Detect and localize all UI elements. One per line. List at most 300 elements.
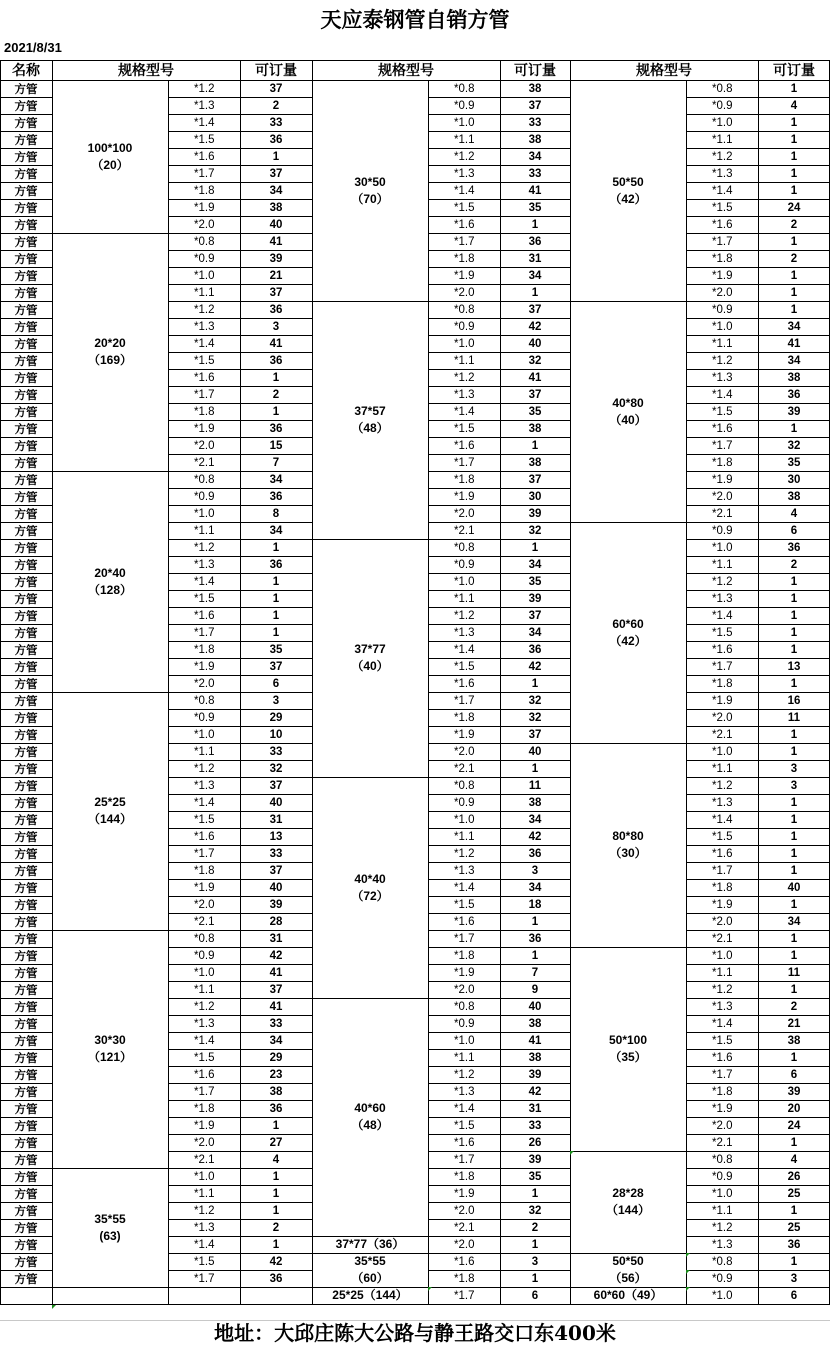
thickness-cell: *1.9 xyxy=(454,1187,475,1200)
quantity-cell: 1 xyxy=(272,405,280,418)
thickness-cell: *1.8 xyxy=(454,949,475,962)
spec-group xyxy=(312,998,428,1236)
grid-line-horizontal xyxy=(0,811,52,812)
quantity-cell: 29 xyxy=(269,711,283,724)
product-name-cell: 方管 xyxy=(14,319,38,334)
quantity-cell: 36 xyxy=(269,422,283,435)
product-name-cell: 方管 xyxy=(14,1135,38,1150)
quantity-cell: 32 xyxy=(528,1204,542,1217)
thickness-cell: *1.4 xyxy=(454,184,475,197)
spec-total: （72） xyxy=(351,888,389,903)
grid-line-vertical xyxy=(168,80,169,1304)
spec-total: （48） xyxy=(351,1118,389,1132)
quantity-cell: 41 xyxy=(528,184,542,197)
spec-group xyxy=(570,1287,686,1304)
quantity-cell: 37 xyxy=(528,303,542,316)
quantity-cell: 31 xyxy=(269,813,283,826)
thickness-cell: *2.1 xyxy=(712,1136,733,1149)
thickness-cell: *1.0 xyxy=(712,116,733,129)
thickness-cell: *2.1 xyxy=(454,1221,475,1234)
quantity-cell: 1 xyxy=(790,728,798,741)
thickness-cell: *1.1 xyxy=(454,830,475,843)
grid-line-horizontal xyxy=(0,60,830,61)
quantity-cell: 39 xyxy=(528,1153,542,1166)
thickness-cell: *1.3 xyxy=(194,1221,215,1234)
thickness-cell: *1.1 xyxy=(712,1204,733,1217)
quantity-cell: 1 xyxy=(790,422,798,435)
thickness-cell: *1.8 xyxy=(712,252,733,265)
product-name-cell: 方管 xyxy=(14,1203,38,1218)
product-name-cell: 方管 xyxy=(14,1271,38,1286)
thickness-cell: *1.6 xyxy=(454,439,475,452)
quantity-cell: 1 xyxy=(790,1255,798,1268)
thickness-cell: *0.9 xyxy=(712,524,733,537)
comment-marker-icon xyxy=(52,1305,56,1309)
spec-total: （35） xyxy=(609,1050,647,1064)
thickness-cell: *1.7 xyxy=(194,847,215,860)
quantity-cell: 1 xyxy=(790,813,798,826)
thickness-cell: *1.6 xyxy=(194,150,215,163)
product-name-cell: 方管 xyxy=(14,251,38,266)
quantity-cell: 1 xyxy=(272,371,280,384)
thickness-cell: *2.0 xyxy=(194,218,215,231)
product-name-cell: 方管 xyxy=(14,370,38,385)
grid-line-horizontal xyxy=(0,777,52,778)
quantity-cell: 36 xyxy=(787,388,801,401)
quantity-cell: 23 xyxy=(269,1068,283,1081)
thickness-cell: *1.7 xyxy=(712,864,733,877)
thickness-cell: *1.7 xyxy=(194,1272,215,1285)
spec-group xyxy=(570,301,686,522)
thickness-cell: *1.6 xyxy=(454,218,475,231)
thickness-cell: *1.0 xyxy=(712,1187,733,1200)
quantity-cell: 1 xyxy=(790,677,798,690)
spec-group xyxy=(312,301,428,539)
spec-total: （40） xyxy=(351,659,389,673)
product-name-cell: 方管 xyxy=(14,761,38,776)
grid-line-vertical xyxy=(52,60,53,1304)
quantity-cell: 40 xyxy=(269,881,283,894)
thickness-cell: *1.2 xyxy=(454,847,475,860)
header-spec-col3: 规格型号 xyxy=(636,63,692,79)
quantity-cell: 6 xyxy=(531,1289,539,1302)
quantity-cell: 1 xyxy=(790,626,798,639)
quantity-cell: 35 xyxy=(787,456,801,469)
product-name-cell: 方管 xyxy=(14,557,38,572)
grid-line-horizontal xyxy=(0,930,52,931)
quantity-cell: 1 xyxy=(790,575,798,588)
spec-total: （48） xyxy=(351,421,389,435)
spec-size: 60*60（49） xyxy=(593,1288,663,1302)
thickness-cell: *1.2 xyxy=(454,150,475,163)
grid-line-horizontal xyxy=(0,658,52,659)
grid-line-horizontal xyxy=(52,1287,168,1288)
product-name-cell: 方管 xyxy=(14,795,38,810)
product-name-cell: 方管 xyxy=(14,149,38,164)
quantity-cell: 28 xyxy=(269,915,283,928)
thickness-cell: *1.6 xyxy=(454,677,475,690)
thickness-cell: *2.0 xyxy=(194,439,215,452)
grid-line-horizontal xyxy=(0,284,52,285)
quantity-cell: 40 xyxy=(269,796,283,809)
quantity-cell: 32 xyxy=(269,762,283,775)
grid-line-vertical xyxy=(686,80,687,1304)
quantity-cell: 42 xyxy=(269,949,283,962)
product-name-cell: 方管 xyxy=(14,217,38,232)
thickness-cell: *1.0 xyxy=(194,269,215,282)
thickness-cell: *1.5 xyxy=(712,626,733,639)
spec-group xyxy=(312,1253,428,1287)
quantity-cell: 1 xyxy=(790,898,798,911)
thickness-cell: *1.8 xyxy=(454,711,475,724)
comment-marker-icon xyxy=(686,1270,690,1274)
quantity-cell: 41 xyxy=(528,1034,542,1047)
thickness-cell: *2.0 xyxy=(194,898,215,911)
thickness-cell: *1.2 xyxy=(712,1221,733,1234)
quantity-cell: 41 xyxy=(787,337,801,350)
thickness-cell: *1.9 xyxy=(194,422,215,435)
thickness-cell: *1.7 xyxy=(454,1153,475,1166)
quantity-cell: 32 xyxy=(528,354,542,367)
quantity-cell: 1 xyxy=(790,949,798,962)
product-name-cell: 方管 xyxy=(14,693,38,708)
quantity-cell: 7 xyxy=(272,456,280,469)
spec-total: （40） xyxy=(609,412,647,427)
quantity-cell: 34 xyxy=(269,184,283,197)
quantity-cell: 25 xyxy=(787,1221,801,1234)
quantity-cell: 35 xyxy=(269,643,283,656)
quantity-cell: 39 xyxy=(269,898,283,911)
thickness-cell: *1.4 xyxy=(194,575,215,588)
thickness-cell: *1.7 xyxy=(454,932,475,945)
quantity-cell: 35 xyxy=(528,201,542,214)
product-name-cell: 方管 xyxy=(14,455,38,470)
thickness-cell: *1.4 xyxy=(712,813,733,826)
thickness-cell: *1.7 xyxy=(712,660,733,673)
thickness-cell: *2.1 xyxy=(194,456,215,469)
grid-line-horizontal xyxy=(0,182,52,183)
grid-line-horizontal xyxy=(0,1287,52,1288)
thickness-cell: *1.5 xyxy=(712,830,733,843)
grid-line-horizontal xyxy=(0,862,52,863)
thickness-cell: *1.1 xyxy=(194,1187,215,1200)
product-name-cell: 方管 xyxy=(14,302,38,317)
thickness-cell: *1.3 xyxy=(712,1238,733,1251)
quantity-cell: 2 xyxy=(531,1221,539,1234)
quantity-cell: 3 xyxy=(790,762,798,775)
grid-line-horizontal xyxy=(0,1032,52,1033)
thickness-cell: *1.8 xyxy=(194,1102,215,1115)
thickness-cell: *1.1 xyxy=(712,762,733,775)
quantity-cell: 16 xyxy=(787,694,801,707)
thickness-cell: *2.0 xyxy=(194,677,215,690)
product-name-cell: 方管 xyxy=(14,268,38,283)
product-name-cell: 方管 xyxy=(14,489,38,504)
quantity-cell: 29 xyxy=(269,1051,283,1064)
quantity-cell: 30 xyxy=(528,490,542,503)
thickness-cell: *1.8 xyxy=(712,456,733,469)
product-name-cell: 方管 xyxy=(14,353,38,368)
thickness-cell: *0.8 xyxy=(454,541,475,554)
thickness-cell: *0.8 xyxy=(194,473,215,486)
grid-line-horizontal xyxy=(0,301,52,302)
product-name-cell: 方管 xyxy=(14,523,38,538)
quantity-cell: 33 xyxy=(269,745,283,758)
quantity-cell: 39 xyxy=(269,252,283,265)
thickness-cell: *1.2 xyxy=(454,609,475,622)
product-name-cell: 方管 xyxy=(14,1016,38,1031)
quantity-cell: 38 xyxy=(269,1085,283,1098)
quantity-cell: 1 xyxy=(272,1204,280,1217)
grid-line-horizontal xyxy=(0,998,52,999)
grid-line-horizontal xyxy=(0,1100,52,1101)
grid-line-horizontal xyxy=(0,420,52,421)
quantity-cell: 3 xyxy=(531,1255,539,1268)
grid-line-horizontal xyxy=(0,352,52,353)
spec-size: 37*57 xyxy=(354,404,386,418)
spec-size: 100*100 xyxy=(87,140,133,155)
quantity-cell: 24 xyxy=(787,201,801,214)
thickness-cell: *1.0 xyxy=(712,1289,733,1302)
thickness-cell: *1.6 xyxy=(454,915,475,928)
quantity-cell: 32 xyxy=(787,439,801,452)
thickness-cell: *2.0 xyxy=(712,915,733,928)
product-name-cell: 方管 xyxy=(14,948,38,963)
quantity-cell: 1 xyxy=(272,626,280,639)
thickness-cell: *1.6 xyxy=(194,609,215,622)
quantity-cell: 30 xyxy=(787,473,801,486)
thickness-cell: *1.5 xyxy=(194,1255,215,1268)
grid-line-horizontal xyxy=(0,828,52,829)
thickness-cell: *1.4 xyxy=(712,388,733,401)
quantity-cell: 1 xyxy=(790,643,798,656)
thickness-cell: *1.5 xyxy=(194,354,215,367)
thickness-cell: *1.7 xyxy=(194,388,215,401)
grid-line-horizontal xyxy=(0,233,52,234)
grid-line-horizontal xyxy=(0,80,830,81)
quantity-cell: 36 xyxy=(269,490,283,503)
quantity-cell: 34 xyxy=(528,150,542,163)
quantity-cell: 32 xyxy=(528,711,542,724)
quantity-cell: 1 xyxy=(272,150,280,163)
spec-group xyxy=(312,1236,428,1253)
quantity-cell: 1 xyxy=(790,847,798,860)
quantity-cell: 1 xyxy=(272,1238,280,1251)
quantity-cell: 39 xyxy=(528,592,542,605)
thickness-cell: *1.4 xyxy=(712,184,733,197)
product-name-cell: 方管 xyxy=(14,1118,38,1133)
grid-line-horizontal xyxy=(0,556,52,557)
quantity-cell: 1 xyxy=(790,1204,798,1217)
grid-line-horizontal xyxy=(0,165,52,166)
quantity-cell: 1 xyxy=(531,541,539,554)
quantity-cell: 39 xyxy=(787,405,801,418)
quantity-cell: 1 xyxy=(790,133,798,146)
thickness-cell: *1.4 xyxy=(194,116,215,129)
grid-line-horizontal xyxy=(0,1219,52,1220)
thickness-cell: *1.7 xyxy=(712,235,733,248)
quantity-cell: 42 xyxy=(269,1255,283,1268)
product-name-cell: 方管 xyxy=(14,421,38,436)
quantity-cell: 34 xyxy=(269,1034,283,1047)
thickness-cell: *1.4 xyxy=(712,609,733,622)
quantity-cell: 9 xyxy=(531,983,539,996)
thickness-cell: *1.9 xyxy=(454,966,475,979)
product-name-cell: 方管 xyxy=(14,1067,38,1082)
quantity-cell: 34 xyxy=(528,626,542,639)
quantity-cell: 1 xyxy=(790,303,798,316)
spec-size: 25*25（144） xyxy=(332,1288,408,1302)
thickness-cell: *1.4 xyxy=(194,796,215,809)
quantity-cell: 34 xyxy=(528,558,542,571)
quantity-cell: 33 xyxy=(269,847,283,860)
header-spec-col2: 规格型号 xyxy=(378,63,434,79)
quantity-cell: 37 xyxy=(528,99,542,112)
spec-group xyxy=(570,1151,686,1253)
thickness-cell: *1.8 xyxy=(454,1272,475,1285)
spec-total: （144） xyxy=(87,812,133,826)
product-name-cell: 方管 xyxy=(14,710,38,725)
thickness-cell: *1.5 xyxy=(194,133,215,146)
thickness-cell: *1.7 xyxy=(194,626,215,639)
quantity-cell: 1 xyxy=(790,286,798,299)
product-name-cell: 方管 xyxy=(14,506,38,521)
grid-line-horizontal xyxy=(0,1066,52,1067)
thickness-cell: *2.1 xyxy=(712,507,733,520)
thickness-cell: *1.2 xyxy=(194,762,215,775)
quantity-cell: 37 xyxy=(269,660,283,673)
spec-group xyxy=(312,539,428,777)
quantity-cell: 4 xyxy=(790,1153,798,1166)
thickness-cell: *2.1 xyxy=(712,932,733,945)
thickness-cell: *1.8 xyxy=(454,473,475,486)
spec-group xyxy=(570,522,686,743)
thickness-cell: *1.5 xyxy=(712,201,733,214)
thickness-cell: *2.1 xyxy=(712,728,733,741)
quantity-cell: 31 xyxy=(269,932,283,945)
grid-line-horizontal xyxy=(0,709,52,710)
thickness-cell: *0.8 xyxy=(454,303,475,316)
quantity-cell: 1 xyxy=(272,609,280,622)
thickness-cell: *1.3 xyxy=(194,99,215,112)
grid-line-horizontal xyxy=(0,386,52,387)
thickness-cell: *1.3 xyxy=(712,1000,733,1013)
quantity-cell: 6 xyxy=(790,1289,798,1302)
thickness-cell: *1.1 xyxy=(712,966,733,979)
thickness-cell: *0.9 xyxy=(454,1017,475,1030)
thickness-cell: *0.9 xyxy=(454,558,475,571)
grid-line-horizontal xyxy=(0,573,52,574)
thickness-cell: *2.0 xyxy=(712,711,733,724)
quantity-cell: 36 xyxy=(269,558,283,571)
thickness-cell: *1.0 xyxy=(194,966,215,979)
thickness-cell: *2.1 xyxy=(194,915,215,928)
thickness-cell: *2.0 xyxy=(712,1119,733,1132)
grid-line-horizontal xyxy=(0,267,52,268)
thickness-cell: *1.2 xyxy=(194,541,215,554)
quantity-cell: 1 xyxy=(272,1187,280,1200)
quantity-cell: 38 xyxy=(528,796,542,809)
comment-marker-icon xyxy=(686,1287,690,1291)
quantity-cell: 27 xyxy=(269,1136,283,1149)
quantity-cell: 2 xyxy=(790,218,798,231)
spec-group xyxy=(52,692,168,930)
thickness-cell: *1.2 xyxy=(712,575,733,588)
product-name-cell: 方管 xyxy=(14,999,38,1014)
grid-line-horizontal xyxy=(0,471,52,472)
quantity-cell: 1 xyxy=(790,796,798,809)
grid-line-vertical xyxy=(500,60,501,1304)
quantity-cell: 33 xyxy=(528,167,542,180)
quantity-cell: 37 xyxy=(528,388,542,401)
thickness-cell: *1.7 xyxy=(454,456,475,469)
product-name-cell: 方管 xyxy=(14,1237,38,1252)
quantity-cell: 36 xyxy=(787,1238,801,1251)
quantity-cell: 36 xyxy=(528,643,542,656)
quantity-cell: 36 xyxy=(528,235,542,248)
quantity-cell: 36 xyxy=(787,541,801,554)
product-name-cell: 方管 xyxy=(14,1101,38,1116)
grid-line-horizontal xyxy=(0,131,52,132)
product-name-cell: 方管 xyxy=(14,1220,38,1235)
quantity-cell: 2 xyxy=(790,1000,798,1013)
thickness-cell: *0.8 xyxy=(194,235,215,248)
quantity-cell: 26 xyxy=(528,1136,542,1149)
thickness-cell: *1.9 xyxy=(194,1119,215,1132)
thickness-cell: *1.9 xyxy=(712,1102,733,1115)
thickness-cell: *1.4 xyxy=(194,1238,215,1251)
spec-total: （169） xyxy=(87,353,133,367)
quantity-cell: 33 xyxy=(269,116,283,129)
spec-size: 35*55 xyxy=(94,1211,126,1226)
product-name-cell: 方管 xyxy=(14,438,38,453)
product-name-cell: 方管 xyxy=(14,387,38,402)
spec-size: 60*60 xyxy=(612,616,644,631)
product-name-cell: 方管 xyxy=(14,183,38,198)
thickness-cell: *1.0 xyxy=(454,337,475,350)
thickness-cell: *2.0 xyxy=(454,1204,475,1217)
grid-line-horizontal xyxy=(0,1185,52,1186)
thickness-cell: *1.8 xyxy=(712,881,733,894)
quantity-cell: 6 xyxy=(790,1068,798,1081)
grid-line-horizontal xyxy=(0,743,52,744)
quantity-cell: 33 xyxy=(528,1119,542,1132)
quantity-cell: 1 xyxy=(790,745,798,758)
header-qty-col2: 可订量 xyxy=(514,63,556,79)
spec-size: 40*60 xyxy=(354,1101,386,1115)
thickness-cell: *1.0 xyxy=(454,813,475,826)
thickness-cell: *1.9 xyxy=(194,660,215,673)
thickness-cell: *0.8 xyxy=(194,694,215,707)
quantity-cell: 37 xyxy=(269,983,283,996)
thickness-cell: *1.4 xyxy=(454,643,475,656)
quantity-cell: 33 xyxy=(269,1017,283,1030)
product-name-cell: 方管 xyxy=(14,829,38,844)
grid-line-horizontal xyxy=(0,879,52,880)
spec-size: 40*40 xyxy=(354,871,386,886)
grid-line-vertical xyxy=(570,60,571,1304)
thickness-cell: *1.7 xyxy=(712,1068,733,1081)
thickness-cell: *1.8 xyxy=(194,184,215,197)
grid-line-horizontal xyxy=(0,369,52,370)
thickness-cell: *0.9 xyxy=(454,99,475,112)
spec-group xyxy=(52,80,168,233)
product-name-cell: 方管 xyxy=(14,472,38,487)
product-name-cell: 方管 xyxy=(14,608,38,623)
quantity-cell: 2 xyxy=(790,558,798,571)
spec-total: （144） xyxy=(605,1203,651,1217)
spec-total: （42） xyxy=(609,633,647,648)
